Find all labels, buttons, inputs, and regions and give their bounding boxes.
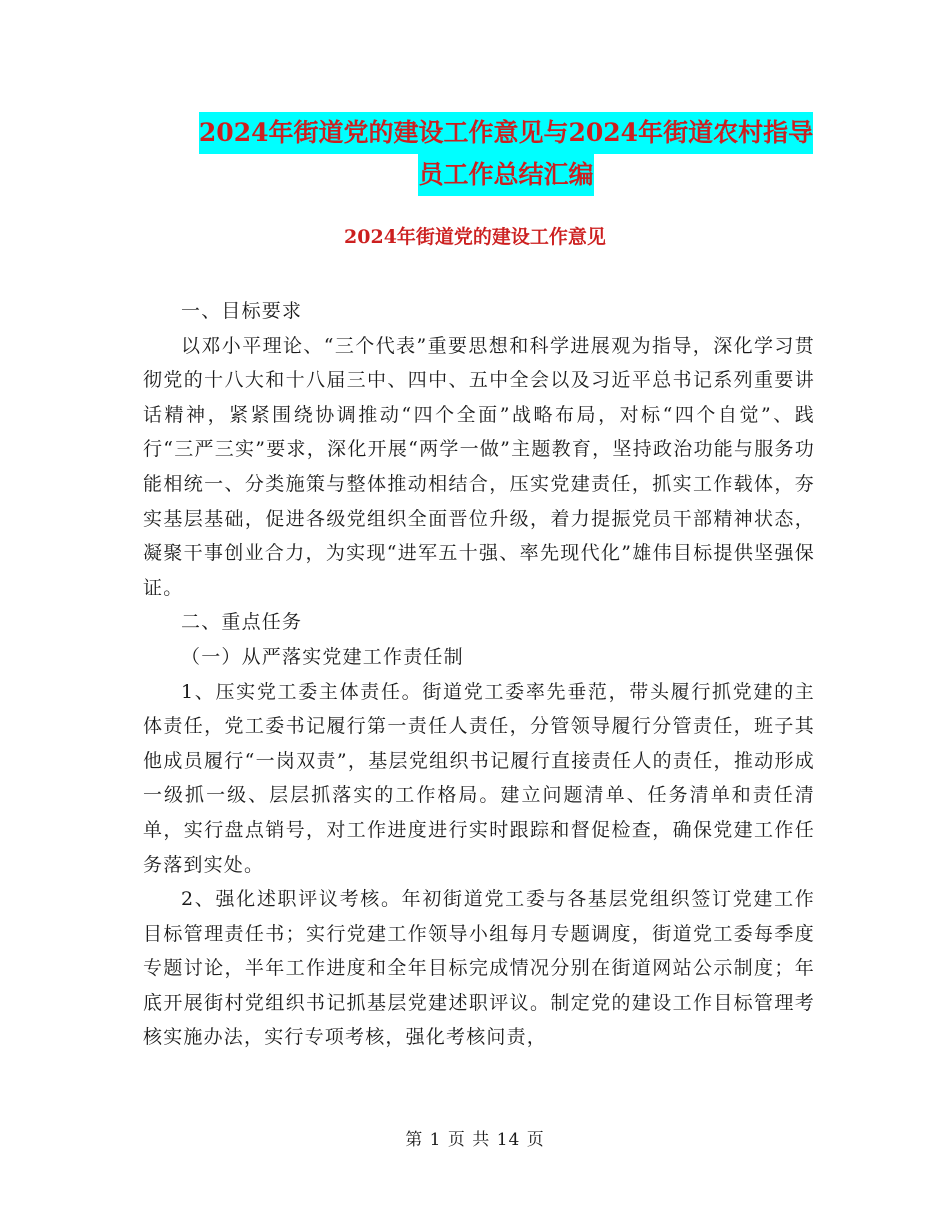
title-line-1: 2024年街道党的建设工作意见与2024年街道农村指导 [199, 112, 813, 154]
section-subtitle: 2024年街道党的建设工作意见 [344, 226, 606, 248]
document-body [143, 294, 815, 1055]
document-title [186, 112, 826, 196]
heading-key-tasks: 二、重点任务 [181, 611, 303, 634]
paragraph-item-2: 2、强化述职评议考核。年初街道党工委与各基层党组织签订党建工作目标管理责任书；实行党建工作领导小组每月专题调度，街道党工委每季度专题讨论，半年工作进度和全年目标完成情况分别在街道网站公示制度；年底开展街村党组织书记抓基层党建述职评议。制定党的建设工作目标管理考核实施办法，实行专项考核，强化考核问责， [143, 888, 815, 1049]
paragraph-goals: 以邓小平理论、“三个代表”重要思想和科学进展观为指导，深化学习贯彻党的十八大和十八届三中、四中、五中全会以及习近平总书记系列重要讲话精神，紧紧围绕协调推动“四个全面”战略布局，对标“四个自觉”、践行“三严三实”要求，深化开展“两学一做”主题教育，坚持政治功能与服务功能相统一、分类施策与整体推动相结合，压实党建责任，抓实工作载体，夯实基层基础，促进各级党组织全面晋位升级，着力提振党员干部精神状态，凝聚干事创业合力，为实现“进军五十强、率先现代化”雄伟目标提供坚强保证。 [143, 334, 815, 599]
paragraph-item-1: 1、压实党工委主体责任。街道党工委率先垂范，带头履行抓党建的主体责任，党工委书记履行第一责任人责任，分管领导履行分管责任，班子其他成员履行“一岗双责”，基层党组织书记履行直接责任人的责任，推动形成一级抓一级、层层抓落实的工作格局。建立问题清单、任务清单和责任清单，实行盘点销号，对工作进度进行实时跟踪和督促检查，确保党建工作任务落到实处。 [143, 680, 815, 876]
heading-goals: 一、目标要求 [181, 300, 303, 322]
title-line-2: 员工作总结汇编 [418, 154, 593, 196]
page-footer: 第 1 页 共 14 页 [405, 1130, 545, 1150]
heading-responsibility: （一）从严落实党建工作责任制 [181, 645, 464, 668]
